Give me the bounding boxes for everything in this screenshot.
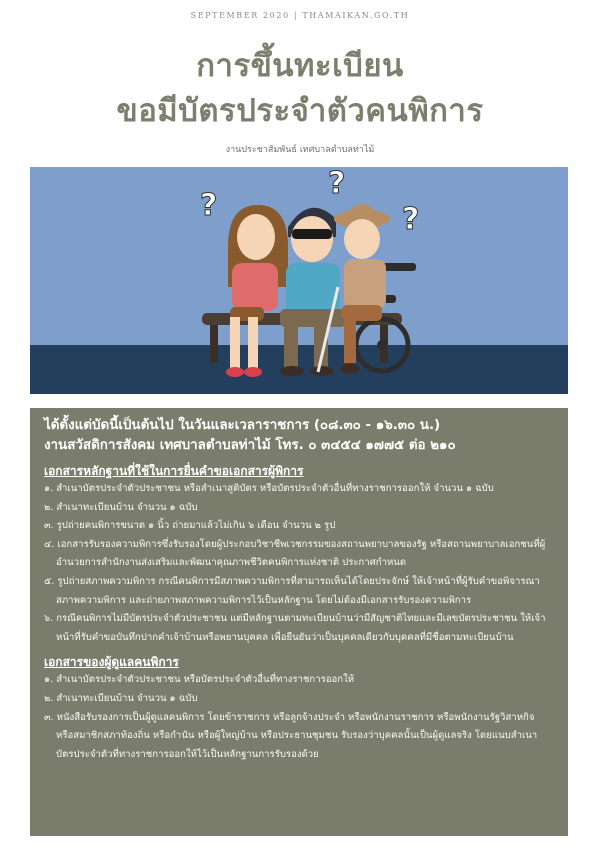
illustration-people-on-bench <box>30 167 568 394</box>
list-item: ๒. สำเนาทะเบียนบ้าน จำนวน ๑ ฉบับ <box>44 692 198 704</box>
question-mark-right: ? <box>402 202 420 237</box>
page-title-line1: การขึ้นทะเบียน <box>196 48 404 84</box>
info-panel <box>30 408 568 836</box>
list-item: ๑. สำเนาบัตรประจำตัวประชาชน หรือสำเนาสูติบัตร หรือบัตรประจำตัวอื่นที่ทางราชการออกให้ จำนวน ๑ ฉบับ <box>44 483 494 494</box>
section-caregiver-documents-title: เอกสารของผู้ดูแลคนพิการ <box>44 655 179 670</box>
list-item: ๖. กรณีคนพิการไม่มีบัตรประจำตัวประชาชน แต่มีหลักฐานตามทะเบียนบ้านว่ามีสัญชาติไทยและมีเลขบัตรประชาชน ให้เจ้าหน้าที่รับคำขอบันทึกปากคำเจ้าบ้านหรือพยานบุคคล เพื่อยืนยันว่าเป็นบุคคลเดียวกับบุคคลที่มีชื่อตามทะเบียนบ้าน <box>44 613 546 643</box>
question-mark-center: ? <box>328 167 346 201</box>
list-item: ๒. สำเนาทะเบียนบ้าน จำนวน ๑ ฉบับ <box>44 501 198 513</box>
question-mark-left: ? <box>200 188 218 223</box>
list-item: ๕. รูปถ่ายสภาพความพิการ กรณีคนพิการมีสภาพความพิการที่สามารถเห็นได้โดยประจักษ์ ให้เจ้าหน้าที่ผู้รับคำขอพิจารณา สภาพความพิการ และถ่ายภาพสภาพความพิการไว้เป็นหลักฐาน โดยไม่ต้องมีเอกสารรับรองความพิการ <box>44 575 540 606</box>
list-item: ๓. รูปถ่ายคนพิการขนาด ๑ นิ้ว ถ่ายมาแล้วไม่เกิน ๖ เดือน จำนวน ๒ รูป <box>44 520 336 532</box>
list-item: ๓. หนังสือรับรองการเป็นผู้ดูแลคนพิการ โดยข้าราชการ หรือลูกจ้างประจำ หรือพนักงานราชการ หรือพนักงานรัฐวิสาหกิจ หรือสมาชิกสภาท้องถิ่น หรือกำนัน หรือผู้ใหญ่บ้าน หรือประธานชุมชน รับรองว่าบุคคลนั้นเป็นผู้ดูแลจริง โดยแนบสำเนาบัตรประจำตัวที่ทางราชการออกให้ไว้เป็นหลักฐานการรับรองด้วย <box>44 711 538 760</box>
lead-service-hours: ได้ตั้งแต่บัดนี้เป็นต้นไป ในวันและเวลาราชการ (๐๘.๓๐ - ๑๖.๓๐ น.) <box>44 418 441 433</box>
list-item: ๑. สำเนาบัตรประจำตัวประชาชน หรือบัตรประจำตัวอื่นที่ทางราชการออกให้ <box>44 674 355 686</box>
page-title-line2: ขอมีบัตรประจำตัวคนพิการ <box>116 93 484 129</box>
page-subtitle: งานประชาสัมพันธ์ เทศบาลตำบลท่าไม้ <box>225 145 375 155</box>
list-item: ๔. เอกสารรับรองความพิการซึ่งรับรองโดยผู้ประกอบวิชาชีพเวชกรรมของสถานพยาบาลของรัฐ หรือสถานพยาบาลเอกชนที่ผู้อำนวยการสำนักงานส่งเสริมและพัฒนาคุณภาพชีวิตคนพิการแห่งชาติ ประกาศกำหนด <box>44 538 546 569</box>
section-caregiver-documents-list <box>44 671 554 764</box>
section-disabled-documents-list <box>44 480 554 647</box>
header-date-site: SEPTEMBER 2020 | THAMAIKAN.GO.TH <box>190 11 410 20</box>
section-disabled-documents-title: เอกสารหลักฐานที่ใช้ในการยื่นคำขอเอกสารผู้พิการ <box>44 464 304 478</box>
lead-contact: งานสวัสดิการสังคม เทศบาลตำบลท่าไม้ โทร. ๐ ๓๔๕๔ ๑๗๗๕ ต่อ ๒๑๐ <box>44 438 456 453</box>
